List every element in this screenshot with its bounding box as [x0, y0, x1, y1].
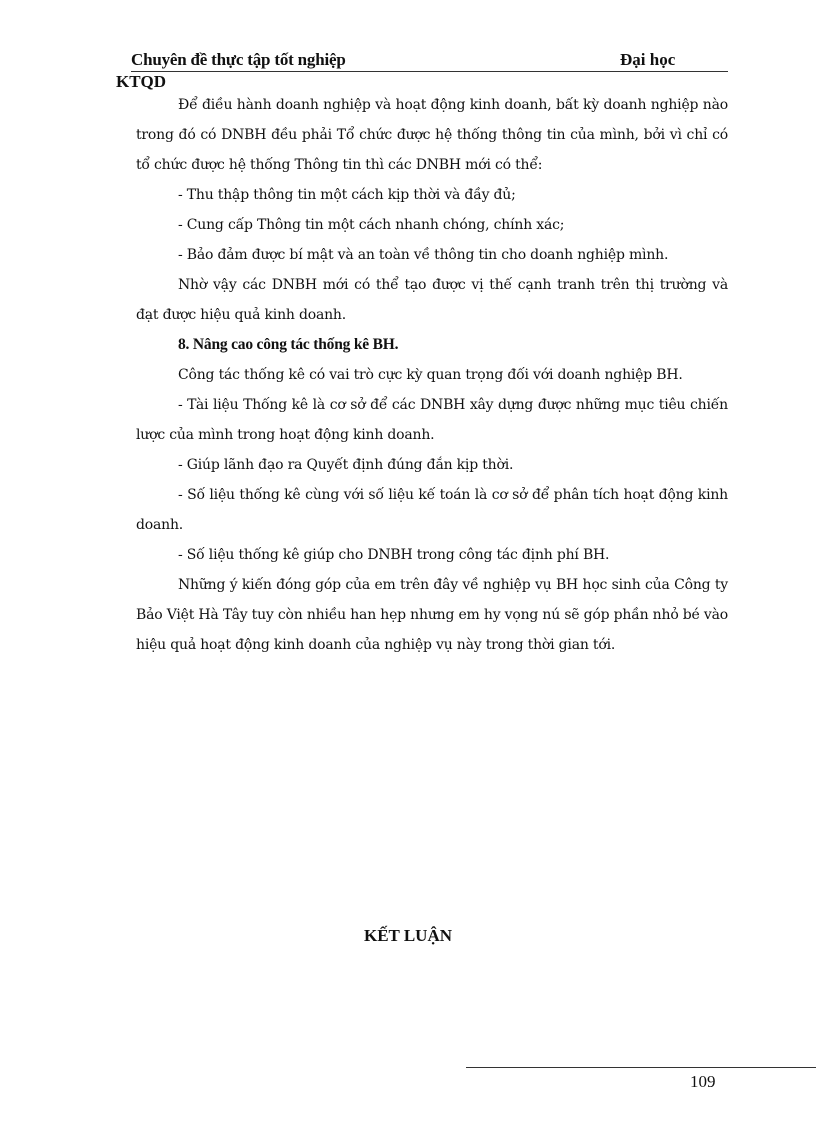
- section-heading: 8. Nâng cao công tác thống kê BH.: [178, 336, 399, 353]
- body-text: [136, 90, 728, 660]
- page-number: 109: [690, 1072, 716, 1091]
- header-level: Đại học: [620, 50, 676, 69]
- bullet-item: - Giúp lãnh đạo ra Quyết định đúng đắn kịp thời.: [178, 457, 514, 473]
- header-continuation: KTQD: [116, 72, 167, 91]
- bullet-item: - Cung cấp Thông tin một cách nhanh chóng, chính xác;: [178, 217, 565, 233]
- bullet-item: - Số liệu thống kê giúp cho DNBH trong công tác định phí BH.: [178, 547, 610, 563]
- header-title: Chuyên đề thực tập tốt nghiệp: [131, 50, 346, 69]
- paragraph: Những ý kiến đóng góp của em trên đây về nghiệp vụ BH học sinh của Công ty Bảo Việt Hà Tây tuy còn nhiều han hẹp nhưng em hy vọng nú sẽ góp phần nhỏ bé vào hiệu quả hoạt động kinh doanh của nghiệp vụ này trong thời gian tới.: [136, 577, 728, 653]
- bullet-item: - Số liệu thống kê cùng với số liệu kế toán là cơ sở để phân tích hoạt động kinh doanh.: [136, 487, 728, 533]
- header-rule: [131, 71, 728, 72]
- bullet-item: - Thu thập thông tin một cách kịp thời và đầy đủ;: [178, 187, 516, 203]
- paragraph: Công tác thống kê có vai trò cực kỳ quan trọng đối với doanh nghiệp BH.: [178, 367, 683, 383]
- paragraph: Nhờ vậy các DNBH mới có thể tạo được vị thế cạnh tranh trên thị trường và đạt được hiệu quả kinh doanh.: [136, 277, 728, 323]
- conclusion-title: KẾT LUẬN: [363, 926, 452, 945]
- bullet-item: - Tài liệu Thống kê là cơ sở để các DNBH xây dựng được những mục tiêu chiến lược của mình trong hoạt động kinh doanh.: [136, 397, 728, 443]
- footer-rule: [466, 1067, 816, 1068]
- paragraph: Để điều hành doanh nghiệp và hoạt động kinh doanh, bất kỳ doanh nghiệp nào trong đó có DNBH đều phải Tổ chức được hệ thống thông tin của mình, bởi vì chỉ có tổ chức được hệ thống Thông tin thì các DNBH mới có thể:: [136, 97, 728, 173]
- bullet-item: - Bảo đảm được bí mật và an toàn về thông tin cho doanh nghiệp mình.: [178, 247, 669, 263]
